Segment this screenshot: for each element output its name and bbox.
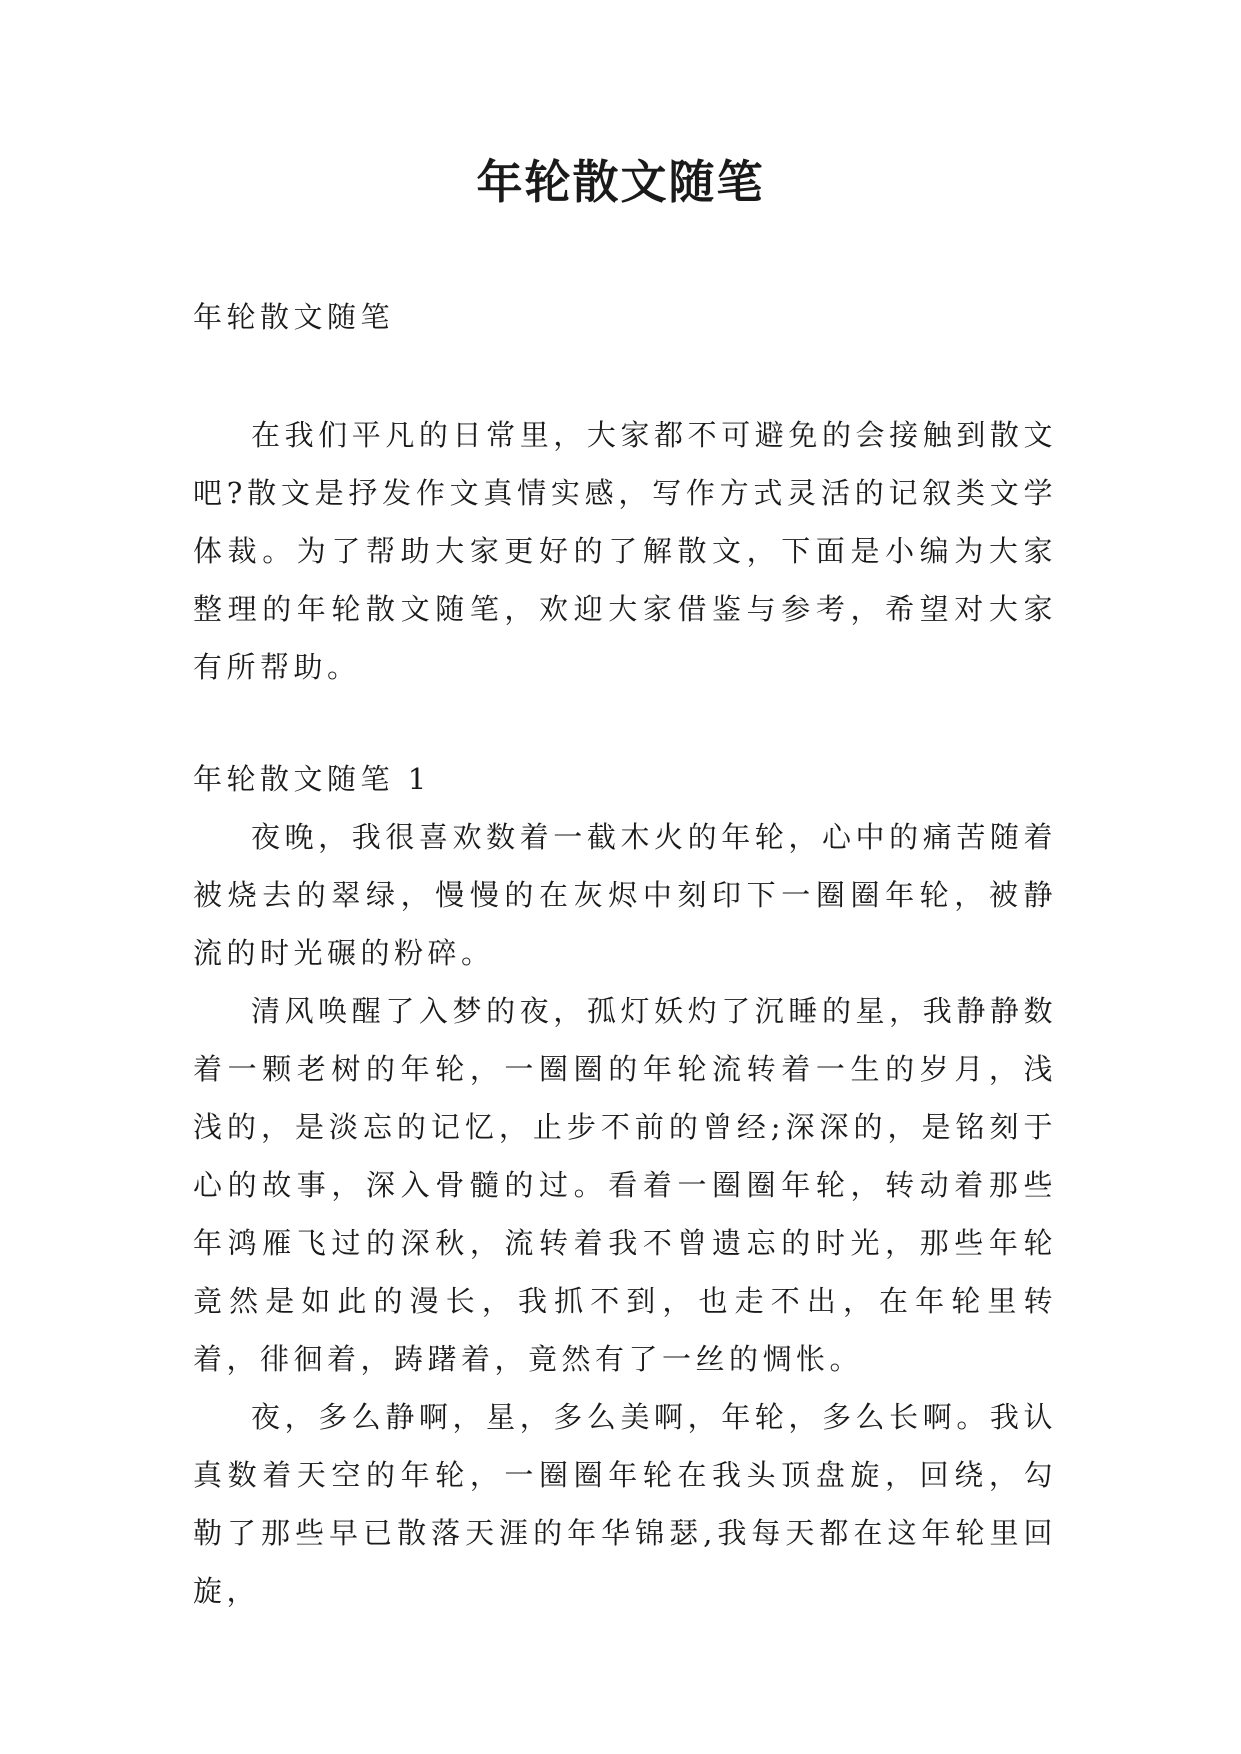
paragraph-3: 夜，多么静啊，星，多么美啊，年轮，多么长啊。我认真数着天空的年轮，一圈圈年轮在我头顶盘旋，回绕，勾勒了那些早已散落天涯的年华锦瑟,我每天都在这年轮里回旋， (193, 1400, 1057, 1608)
section-1 (193, 750, 1057, 1620)
intro-block (193, 406, 1057, 696)
section-heading: 年轮散文随笔 1 (193, 762, 431, 796)
intro-paragraph: 在我们平凡的日常里，大家都不可避免的会接触到散文吧?散文是抒发作文真情实感，写作方式灵活的记叙类文学体裁。为了帮助大家更好的了解散文，下面是小编为大家整理的年轮散文随笔，欢迎大家借鉴与参考，希望对大家有所帮助。 (193, 418, 1057, 684)
paragraph-2: 清风唤醒了入梦的夜，孤灯妖灼了沉睡的星，我静静数着一颗老树的年轮，一圈圈的年轮流转着一生的岁月，浅浅的，是淡忘的记忆，止步不前的曾经;深深的，是铭刻于心的故事，深入骨髓的过。看着一圈圈年轮，转动着那些年鸿雁飞过的深秋，流转着我不曾遗忘的时光，那些年轮竟然是如此的漫长，我抓不到，也走不出，在年轮里转着，徘徊着，踌躇着，竟然有了一丝的惆怅。 (193, 994, 1057, 1376)
document-subtitle (193, 288, 1057, 346)
document-title: 年轮散文随笔 (476, 155, 765, 209)
subtitle-text: 年轮散文随笔 (193, 300, 395, 334)
paragraph-1: 夜晚，我很喜欢数着一截木火的年轮，心中的痛苦随着被烧去的翠绿，慢慢的在灰烬中刻印下一圈圈年轮，被静流的时光碾的粉碎。 (193, 820, 1057, 970)
